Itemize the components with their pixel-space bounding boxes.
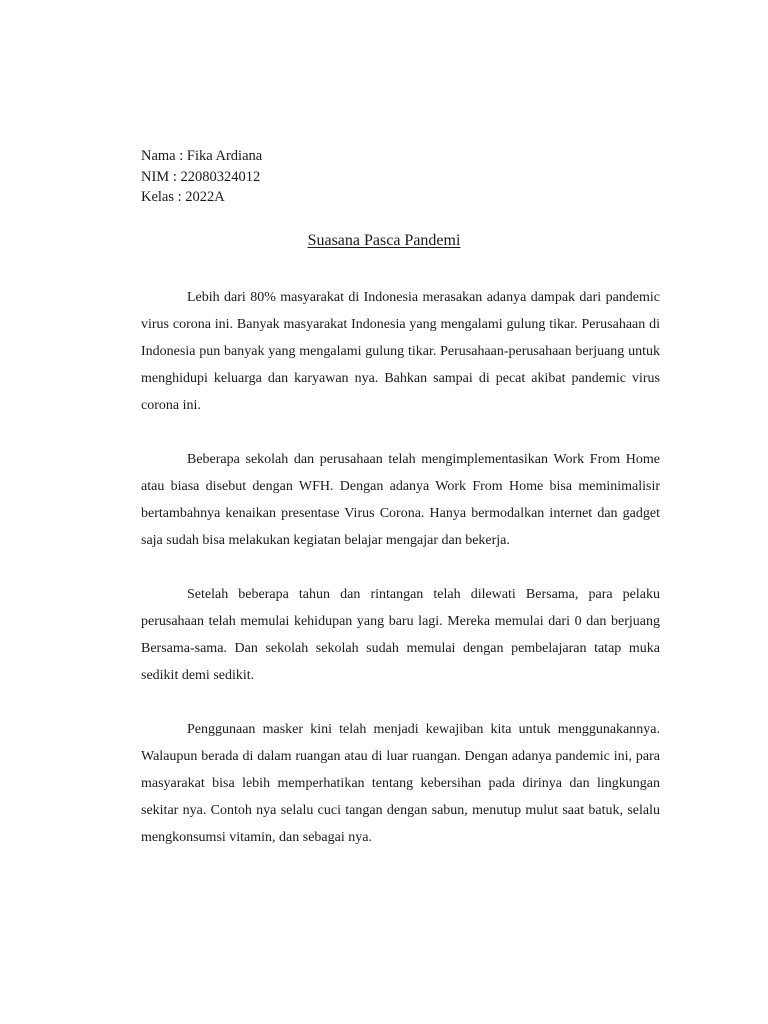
document-title: Suasana Pasca Pandemi <box>307 232 461 249</box>
student-class: Kelas : 2022A <box>141 189 225 205</box>
paragraph-1: Lebih dari 80% masyarakat di Indonesia merasakan adanya dampak dari pandemic virus corona ini. Banyak masyarakat Indonesia yang mengalami gulung tikar. Perusahaan di Indonesia pun banyak yang mengalami gulung tikar. Perusahaan-perusahaan berjuang untuk menghidupi keluarga dan karyawan nya. Bahkan sampai di pecat akibat pandemic virus corona ini. <box>141 290 660 413</box>
student-name: Nama : Fika Ardiana <box>141 148 263 164</box>
document-body <box>141 284 660 878</box>
paragraph-4: Penggunaan masker kini telah menjadi kewajiban kita untuk menggunakannya. Walaupun berada di dalam ruangan atau di luar ruangan. Dengan adanya pandemic ini, para masyarakat bisa lebih memperhatikan tentang kebersihan pada dirinya dan lingkungan sekitar nya. Contoh nya selalu cuci tangan dengan sabun, menutup mulut saat batuk, selalu mengkonsumsi vitamin, dan sebagai nya. <box>141 722 660 845</box>
student-info <box>141 146 262 208</box>
paragraph-2: Beberapa sekolah dan perusahaan telah mengimplementasikan Work From Home atau biasa disebut dengan WFH. Dengan adanya Work From Home bisa meminimalisir bertambahnya kenaikan presentase Virus Corona. Hanya bermodalkan internet dan gadget saja sudah bisa melakukan kegiatan belajar mengajar dan bekerja. <box>141 452 660 548</box>
student-nim: NIM : 22080324012 <box>141 168 261 185</box>
paragraph-3: Setelah beberapa tahun dan rintangan telah dilewati Bersama, para pelaku perusahaan telah memulai kehidupan yang baru lagi. Mereka memulai dari 0 dan berjuang Bersama-sama. Dan sekolah sekolah sudah memulai dengan pembelajaran tatap muka sedikit demi sedikit. <box>141 587 660 683</box>
